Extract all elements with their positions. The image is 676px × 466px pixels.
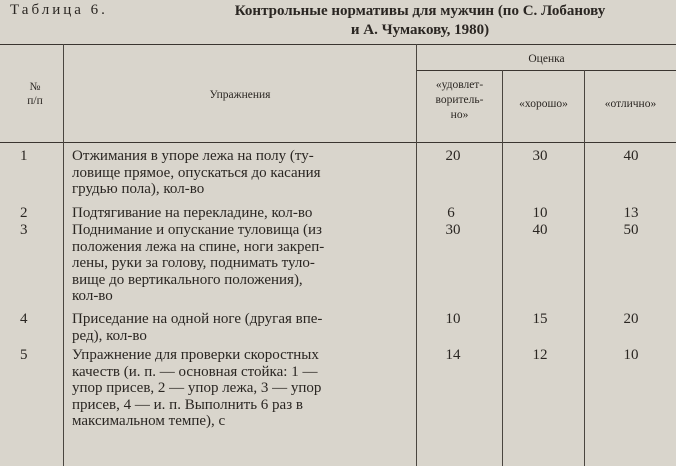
row-3-number: 3 — [20, 222, 28, 238]
row-5-good: 12 — [532, 347, 548, 363]
row-3-line-3: лены, руки за голову, поднимать туло- — [72, 255, 315, 271]
header-grade-satisfactory-line-1: «удовлет- — [435, 79, 484, 91]
row-5-line-4: присев, 4 — и. п. Выполнить 6 раз в — [72, 396, 303, 413]
header-grade-satisfactory — [417, 78, 502, 123]
header-grade-satisfactory-line-2: воритель- — [435, 94, 484, 106]
row-4-exercise — [72, 311, 382, 344]
row-3-line-5: кол-во — [72, 288, 113, 304]
table-label: Таблица 6. — [10, 2, 108, 18]
row-5-exercise — [72, 347, 382, 430]
row-3-good: 40 — [532, 222, 548, 238]
column-divider-3 — [502, 70, 503, 466]
row-2-line-1: Подтягивание на перекладине, кол-во — [72, 205, 313, 221]
row-3-satisfactory: 30 — [445, 222, 461, 238]
column-divider-1 — [63, 44, 64, 466]
row-4-number: 4 — [20, 311, 28, 327]
header-grade-satisfactory-line-3: но» — [450, 109, 469, 121]
row-5-satisfactory: 14 — [445, 347, 461, 363]
header-number-line-2: п/п — [27, 95, 43, 107]
row-2-excellent: 13 — [623, 205, 639, 221]
row-1-exercise — [72, 148, 382, 198]
row-1-number: 1 — [20, 148, 28, 164]
row-3-line-2: положения лежа на спине, ноги закреп- — [72, 238, 325, 255]
row-5-line-3: упор присев, 2 — упор лежа, 3 — упор — [72, 380, 322, 396]
row-3-exercise — [72, 222, 382, 305]
table-title-line-2: и А. Чумакову, 1980) — [350, 22, 490, 38]
row-3-line-4: вище до вертикального положения), — [72, 271, 303, 288]
row-4-good: 15 — [532, 311, 548, 327]
row-5-line-1: Упражнение для проверки скоростных — [72, 347, 319, 363]
row-1-excellent: 40 — [623, 148, 639, 164]
row-4-satisfactory: 10 — [445, 311, 461, 327]
row-4-line-1: Приседание на одной ноге (другая впе- — [72, 311, 323, 327]
column-divider-4 — [584, 70, 585, 466]
row-5-number: 5 — [20, 347, 28, 363]
table-top-rule — [0, 44, 676, 45]
table-title — [180, 2, 660, 40]
row-5-line-5: максимальном темпе), с — [72, 413, 226, 429]
row-2-good: 10 — [532, 205, 548, 221]
row-4-line-2: ред), кол-во — [72, 327, 147, 344]
row-1-line-2: ловище прямое, опускаться до касания — [72, 164, 321, 181]
row-2-number: 2 — [20, 205, 28, 221]
table-caption — [10, 2, 670, 40]
header-grade-good: «хорошо» — [519, 98, 568, 110]
row-1-satisfactory: 20 — [445, 148, 461, 164]
row-5-excellent: 10 — [623, 347, 639, 363]
grade-group-rule — [416, 70, 676, 71]
row-1-line-1: Отжимания в упоре лежа на полу (ту- — [72, 148, 314, 164]
row-1-good: 30 — [532, 148, 548, 164]
row-3-excellent: 50 — [623, 222, 639, 238]
header-grade-group: Оценка — [528, 53, 565, 65]
row-5-line-2: качеств (и. п. — основная стойка: 1 — — [72, 363, 318, 380]
header-exercise: Упражнения — [209, 89, 271, 101]
row-4-excellent: 20 — [623, 311, 639, 327]
header-grade-excellent: «отлично» — [604, 98, 657, 110]
header-number-line-1: № — [29, 81, 41, 93]
row-3-line-1: Поднимание и опускание туловища (из — [72, 222, 322, 238]
row-1-line-3: грудью пола), кол-во — [72, 181, 205, 197]
header-bottom-rule — [0, 142, 676, 143]
row-2-exercise — [72, 205, 382, 222]
row-2-satisfactory: 6 — [447, 205, 455, 221]
table-title-line-1: Контрольные нормативы для мужчин (по С. Лобанову — [234, 3, 606, 19]
header-number — [14, 80, 56, 108]
